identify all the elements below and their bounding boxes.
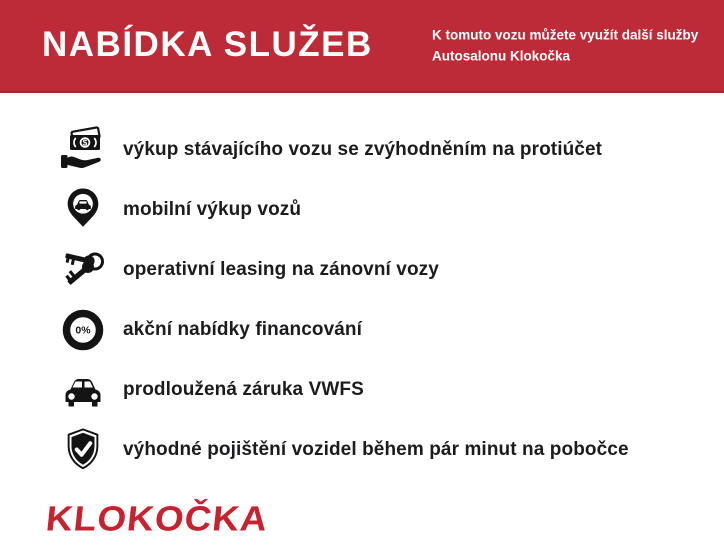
service-label: prodloužená záruka VWFS <box>123 379 364 400</box>
shield-check-icon <box>58 425 108 475</box>
svg-text:$: $ <box>82 138 88 148</box>
service-label: akční nabídky financování <box>123 319 363 340</box>
page-title: NABÍDKA SLUŽEB <box>42 24 373 64</box>
header-subtitle <box>432 24 698 67</box>
header-subtitle-line1: K tomuto vozu můžete využít další služby <box>432 26 699 42</box>
service-label: výkup stávajícího vozu se zvýhodněním na protiúčet <box>123 139 603 160</box>
car-location-pin-icon <box>58 185 108 235</box>
service-label: mobilní výkup vozů <box>123 199 302 220</box>
service-item <box>58 180 708 240</box>
service-item <box>58 420 708 480</box>
service-label: operativní leasing na zánovní vozy <box>123 259 439 280</box>
car-icon <box>58 365 108 415</box>
service-label: výhodné pojištění vozidel během pár minut na pobočce <box>123 439 629 460</box>
service-item <box>58 120 708 180</box>
klokocka-logo: KLOKOČKA <box>44 499 270 539</box>
service-item <box>58 360 708 420</box>
zero-percent-icon <box>58 305 108 355</box>
header-banner <box>0 0 724 93</box>
service-item <box>58 240 708 300</box>
car-keys-icon <box>58 245 108 295</box>
service-list <box>58 120 708 480</box>
svg-text:0%: 0% <box>75 324 91 337</box>
money-in-hand-icon <box>58 125 108 175</box>
service-item <box>58 300 708 360</box>
header-subtitle-line2: Autosalonu Klokočka <box>432 48 571 64</box>
